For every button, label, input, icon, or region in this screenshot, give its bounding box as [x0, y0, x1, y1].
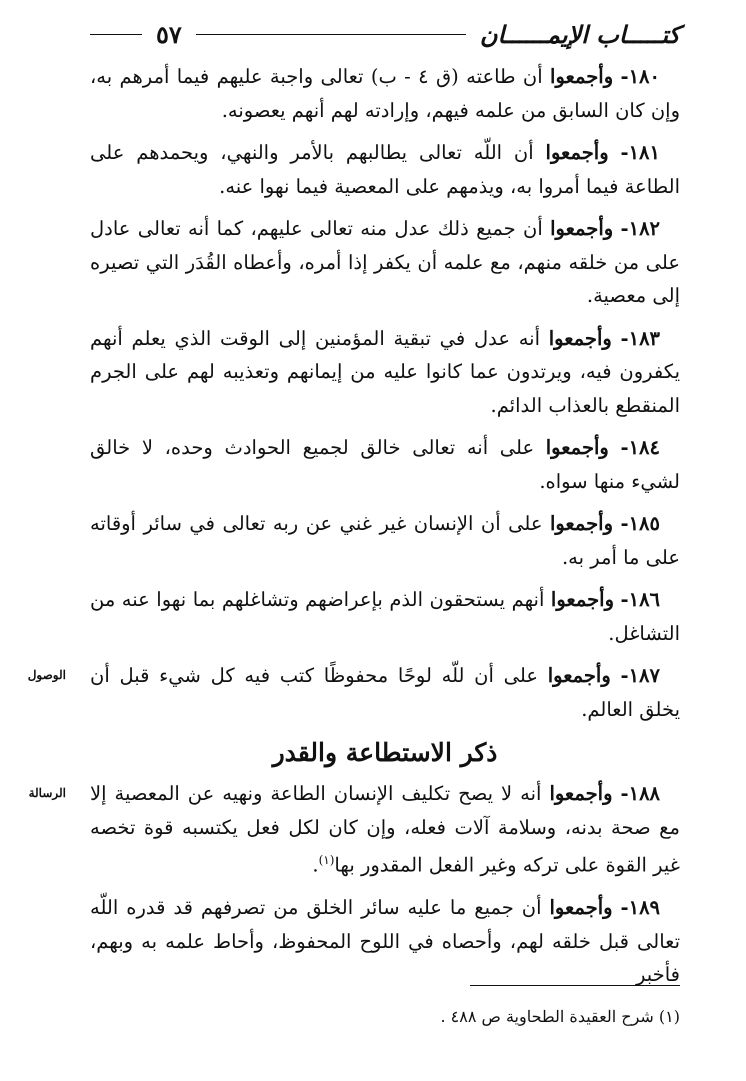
paragraph	[90, 507, 680, 574]
paragraph	[90, 891, 680, 992]
keyword: وأجمعوا	[549, 782, 613, 805]
paragraph-text: أن طاعته (ق ٤ - ب) تعالى واجبة عليهم فيما أمرهم به، وإن كان السابق من علمه فيهم، وإرادته لهم أنهم يعصونه.	[90, 65, 680, 122]
section-heading: ذكر الاستطاعة والقدر	[272, 738, 498, 767]
paragraph-number: ١٨٥-	[620, 512, 660, 535]
paragraph-number: ١٨٠-	[620, 65, 660, 88]
paragraph	[90, 212, 680, 313]
paragraph	[90, 431, 680, 498]
paragraph-text: أنهم يستحقون الذم بإعراضهم وتشاغلهم بما نهوا عنه من التشاغل.	[90, 588, 680, 645]
paragraph	[90, 136, 680, 203]
paragraph-text: أن جميع ذلك عدل منه تعالى عليهم، كما أنه تعالى عادل على من خلقه منهم، مع علمه أن يكفر إذا أمره، وأعطاه القُدَر التي تصيره إلى معصية.	[90, 217, 680, 307]
paragraph-number: ١٨٨-	[620, 782, 661, 805]
paragraph-text: أن اللّه تعالى يطالبهم بالأمر والنهي، ويحمدهم على الطاعة فيما أمروا به، ويذمهم على المعصية فيما نهوا عنه.	[90, 141, 680, 198]
page-number: ٥٧	[156, 19, 182, 49]
paragraph-number: ١٨٦-	[620, 588, 661, 611]
paragraph-text: على أن للّه لوحًا محفوظًا كتب فيه كل شيء قبل أن يخلق العالم.	[90, 664, 680, 721]
paragraph	[28, 777, 680, 882]
keyword: وأجمعوا	[550, 588, 614, 611]
paragraph-text: أنه لا يصح تكليف الإنسان الطاعة ونهيه عن المعصية إلا مع صحة بدنه، وسلامة آلات فعله، وإن كان لكل فعل يكتسبه قوة تخصه غير القوة على تركه وغير الفعل المقدور بها	[90, 782, 680, 877]
paragraph-tail: .	[312, 853, 319, 877]
paragraph-text: أنه عدل في تبقية المؤمنين إلى الوقت الذي يعلم أنهم يكفرون فيه، ويرتدون عما كانوا عليه من إيمانهم وتعذيبه لهم على الجرم المنقطع بالعذاب الدائم.	[90, 326, 680, 417]
keyword: وأجمعوا	[545, 141, 609, 164]
page-body	[27, 60, 680, 1001]
paragraph-group	[28, 777, 680, 992]
paragraph-number: ١٨٧-	[620, 664, 660, 687]
paragraph	[90, 322, 680, 423]
paragraph-number: ١٨٤-	[620, 436, 660, 459]
margin-note: الرسالة	[28, 786, 66, 800]
paragraph-number: ١٨١-	[620, 141, 660, 164]
paragraph-text: أن جميع ما عليه سائر الخلق من تصرفهم قد قدره اللّه تعالى قبل خلقه لهم، وأحصاه في اللوح المحفوظ، وأحاط علمه به وبهم، فأخبر	[90, 896, 680, 986]
keyword: وأجمعوا	[547, 664, 611, 687]
paragraph-number: ١٨٢-	[620, 217, 661, 240]
paragraph-text: على أن الإنسان غير غني عن ربه تعالى في سائر أوقاته على ما أمر به.	[90, 512, 680, 569]
keyword: وأجمعوا	[550, 217, 614, 240]
margin-note: الوصول	[27, 668, 66, 682]
keyword: وأجمعوا	[549, 896, 613, 919]
keyword: وأجمعوا	[549, 512, 613, 535]
keyword: وأجمعوا	[545, 436, 609, 459]
keyword: وأجمعوا	[548, 326, 612, 350]
keyword: وأجمعوا	[550, 65, 614, 88]
paragraph	[90, 60, 680, 127]
paragraph-text: على أنه تعالى خالق لجميع الحوادث وحده، لا خالق لشيء منها سواه.	[90, 436, 680, 493]
header-rule-short	[90, 34, 142, 35]
footnote-ref: (١)	[318, 853, 335, 867]
paragraph-number: ١٨٩-	[620, 896, 661, 919]
footnote: (١) شرح العقيدة الطحاوية ص ٤٨٨ .	[440, 1007, 680, 1026]
paragraph	[27, 659, 680, 726]
header-rule	[196, 34, 466, 35]
page-header	[90, 14, 680, 54]
footnote-rule	[470, 985, 680, 986]
paragraph-group	[27, 60, 680, 726]
running-title: كتـــــاب الإيمــــــان	[479, 19, 680, 49]
paragraph	[90, 583, 680, 650]
paragraph-number: ١٨٣-	[620, 326, 661, 350]
